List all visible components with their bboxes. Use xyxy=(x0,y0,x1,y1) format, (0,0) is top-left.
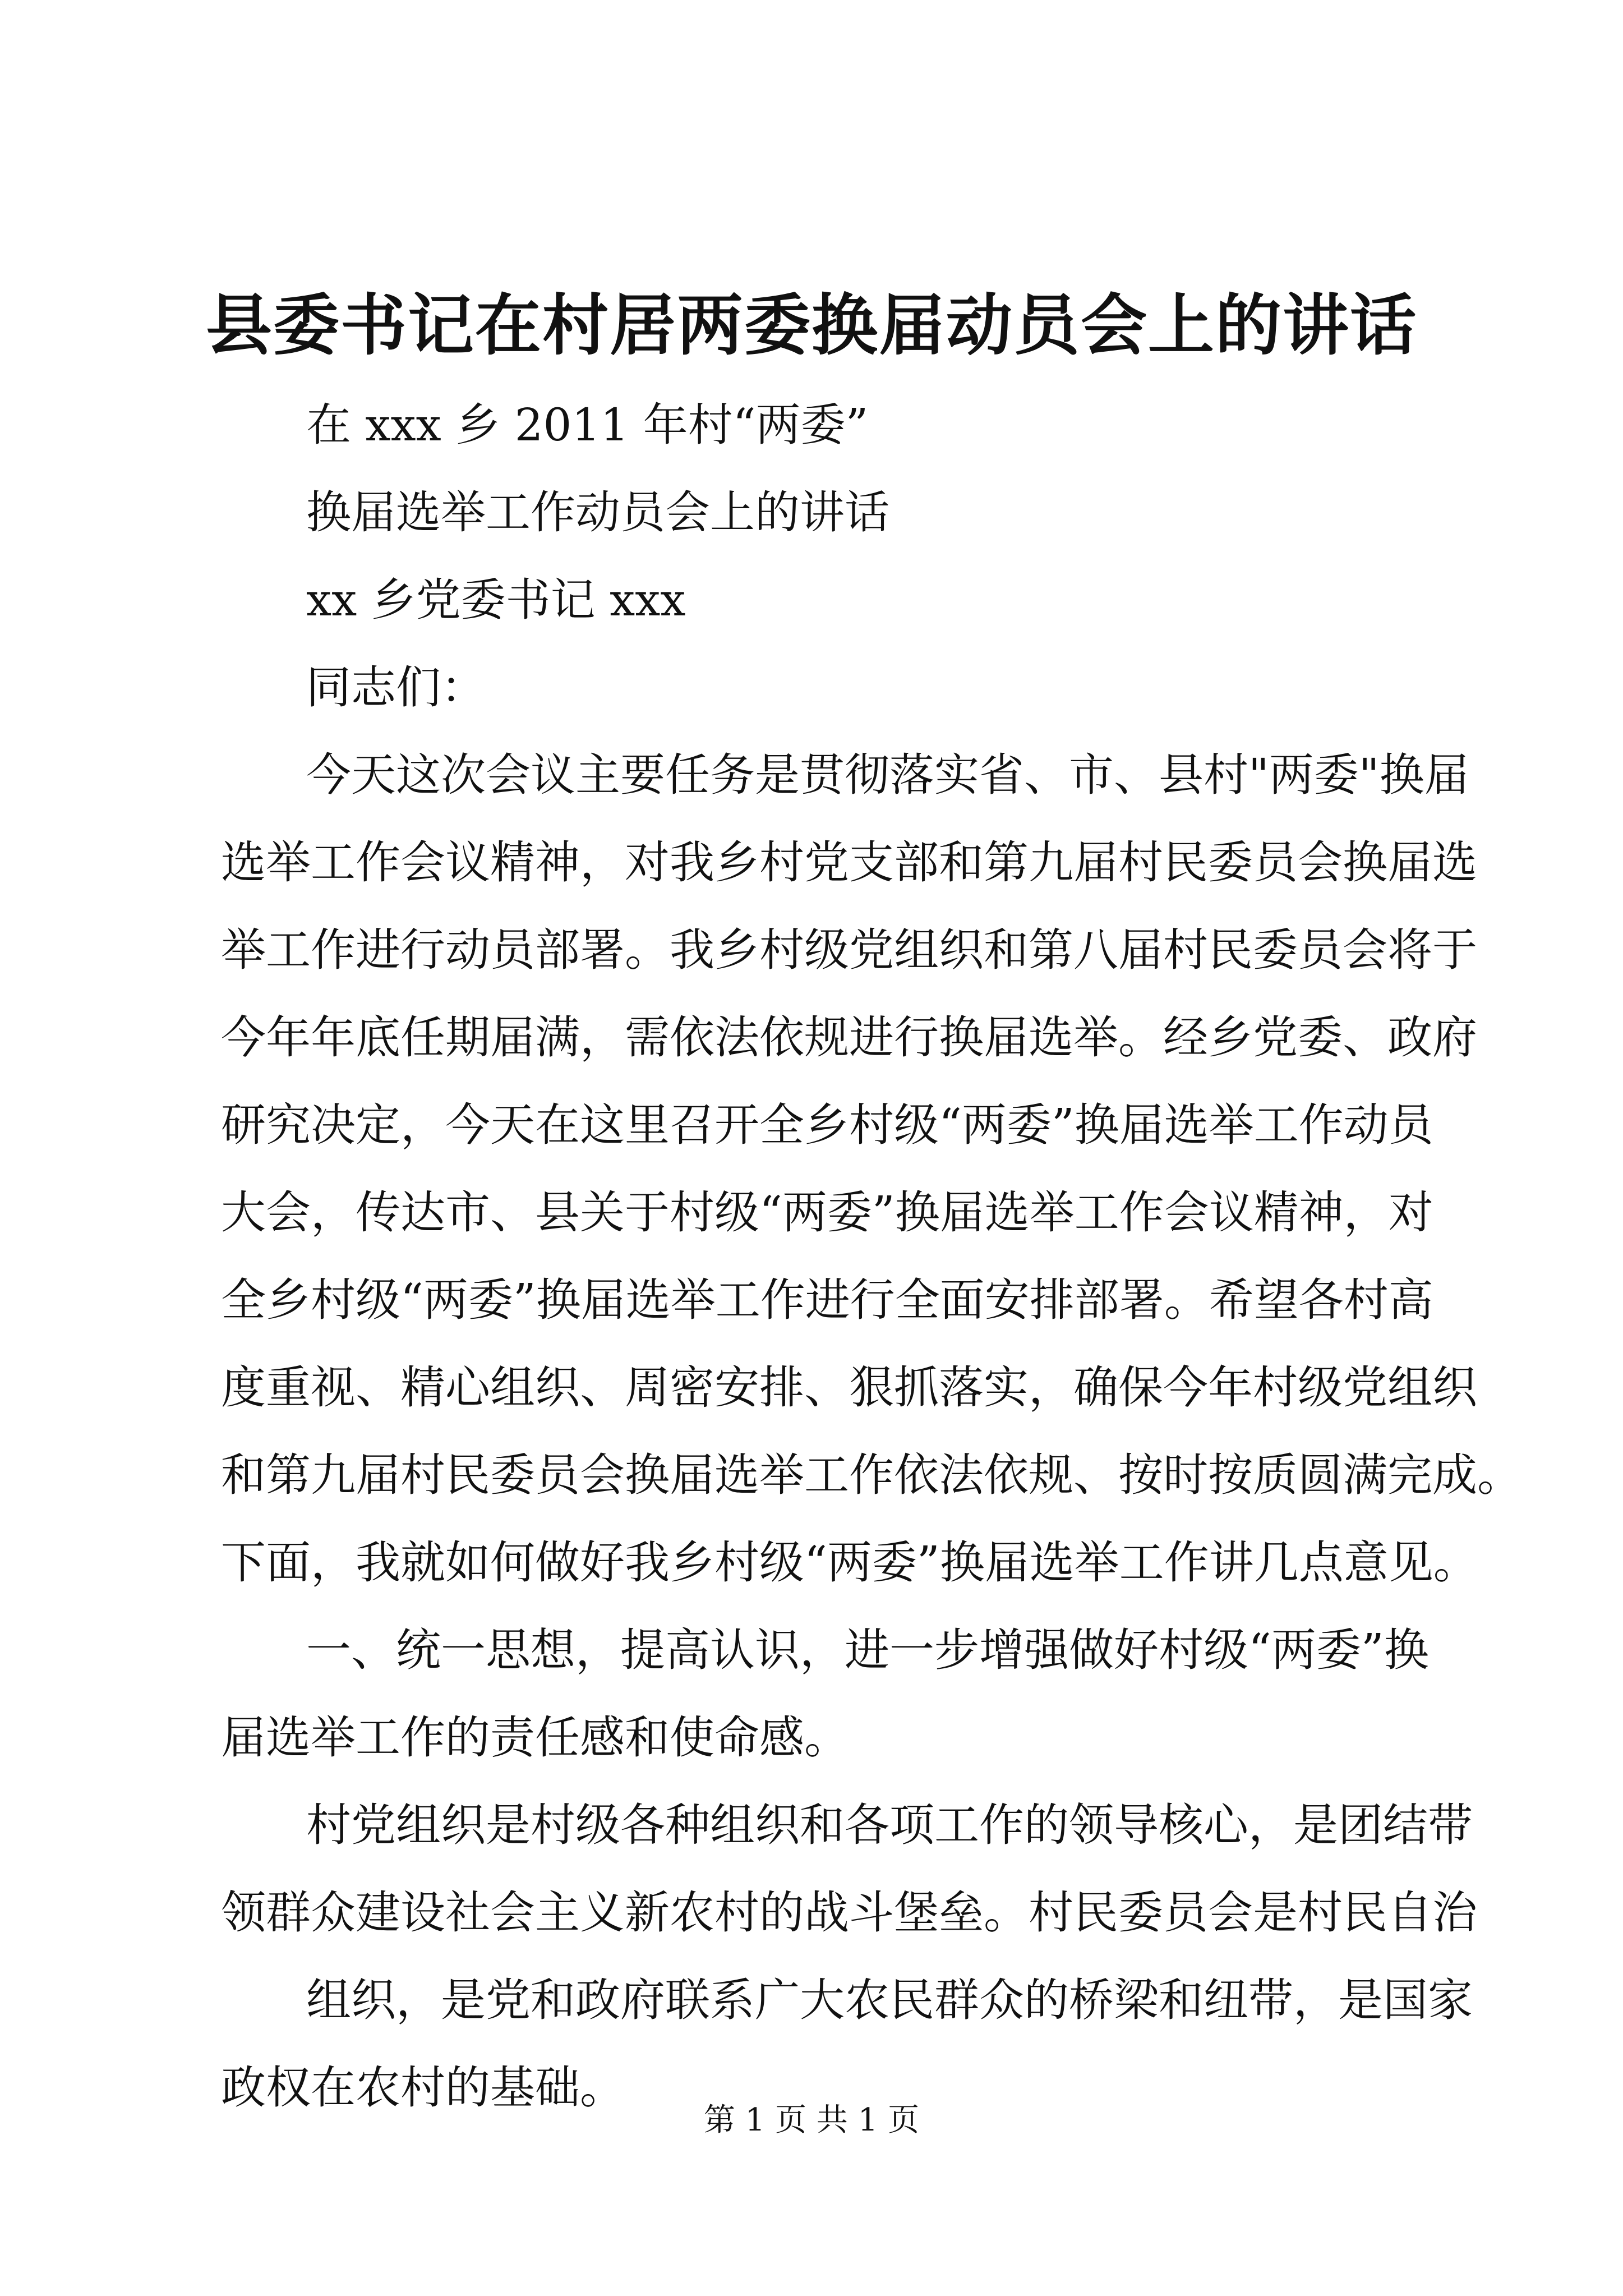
page-footer: 第 1 页 共 1 页 xyxy=(703,2102,920,2138)
body-line: 一、统一思想，提高认识，进一步增强做好村级“两委”换 xyxy=(306,1624,1429,1676)
body-line: 下面，我就如何做好我乡村级“两委”换届选举工作讲几点意见。 xyxy=(221,1536,1478,1589)
body-line: 今天这次会议主要任务是贯彻落实省、市、县村"两委"换届 xyxy=(306,749,1469,801)
body-line: 领群众建设社会主义新农村的战斗堡垒。村民委员会是村民自治 xyxy=(221,1887,1477,1939)
body-line: 换届选举工作动员会上的讲话 xyxy=(306,486,889,539)
body-line: 在 xxx 乡 2011 年村“两委” xyxy=(306,399,869,451)
body-line: 今年年底任期届满，需依法依规进行换届选举。经乡党委、政府 xyxy=(221,1011,1477,1064)
body-line: 政权在农村的基础。 xyxy=(221,2062,625,2114)
body-line: 研究决定，今天在这里召开全乡村级“两委”换届选举工作动员 xyxy=(221,1099,1433,1151)
body-line: 和第九届村民委员会换届选举工作依法依规、按时按质圆满完成。 xyxy=(221,1449,1522,1501)
document-body xyxy=(221,381,1522,2132)
body-line: 届选举工作的责任感和使命感。 xyxy=(221,1711,849,1764)
body-line: 大会，传达市、县关于村级“两委”换届选举工作会议精神，对 xyxy=(221,1186,1433,1239)
body-line: 举工作进行动员部署。我乡村级党组织和第八届村民委员会将于 xyxy=(221,924,1477,976)
body-line: 组织，是党和政府联系广大农民群众的桥梁和纽带，是国家 xyxy=(306,1974,1473,2026)
body-line: 村党组织是村级各种组织和各项工作的领导核心，是团结带 xyxy=(306,1799,1473,1851)
body-line: 全乡村级“两委”换届选举工作进行全面安排部署。希望各村高 xyxy=(221,1274,1433,1326)
body-line: 度重视、精心组织、周密安排、狠抓落实，确保今年村级党组织 xyxy=(221,1361,1477,1414)
body-line: xx 乡党委书记 xxx xyxy=(306,574,686,626)
document-title: 县委书记在村居两委换届动员会上的讲话 xyxy=(205,286,1417,364)
body-line: 选举工作会议精神，对我乡村党支部和第九届村民委员会换届选 xyxy=(221,836,1477,889)
body-line: 同志们： xyxy=(306,661,486,714)
